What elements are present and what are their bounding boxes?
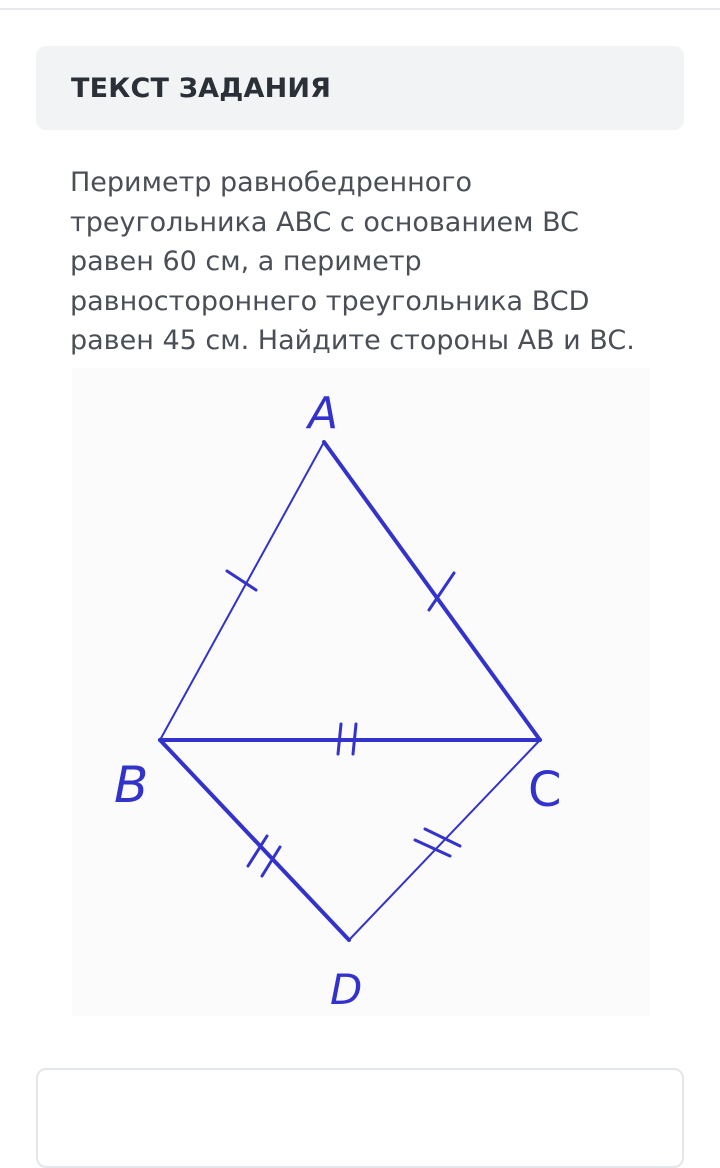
side-bd xyxy=(160,740,349,940)
vertex-label-d: D xyxy=(330,965,363,1014)
task-header-title: ТЕКСТ ЗАДАНИЯ xyxy=(71,72,332,104)
task-text: Периметр равнобедренного треугольника ABC с основанием BC равен 60 см, а периметр равностороннего треугольника BCD равен 45 см. Найдите стороны AB и BC. xyxy=(70,167,635,356)
geometry-figure xyxy=(72,368,650,1016)
side-ac xyxy=(324,442,540,740)
top-divider xyxy=(0,8,720,10)
vertex-label-a: A xyxy=(308,388,339,439)
answer-box[interactable] xyxy=(36,1068,684,1168)
side-ab xyxy=(160,442,324,740)
tick-bc-1 xyxy=(338,724,341,754)
vertex-label-c: C xyxy=(528,762,562,818)
rhombus-diagram xyxy=(72,368,650,1016)
task-header xyxy=(36,46,684,130)
tick-bc-2 xyxy=(353,724,356,754)
vertex-label-b: B xyxy=(114,756,149,814)
